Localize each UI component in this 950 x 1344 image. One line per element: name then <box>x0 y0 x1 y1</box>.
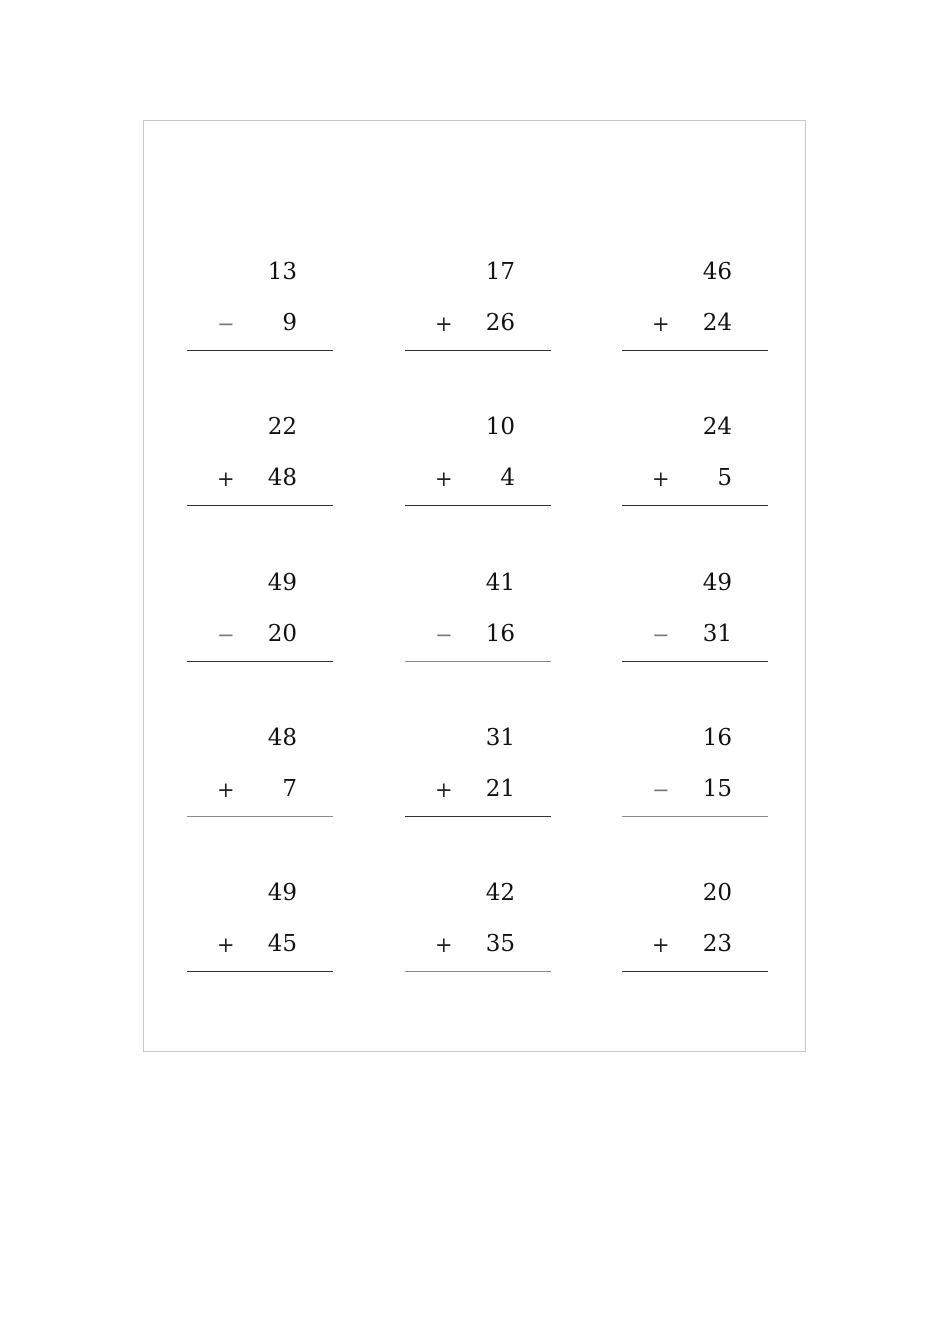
bottom-number: 24 <box>702 310 732 336</box>
problem-1 <box>187 258 333 358</box>
plus-sign: + <box>217 778 235 802</box>
top-number: 20 <box>702 880 732 906</box>
top-number: 46 <box>702 259 732 285</box>
problem-14 <box>405 879 551 979</box>
bottom-number: 7 <box>282 776 297 802</box>
top-number: 49 <box>702 570 732 596</box>
plus-sign: + <box>435 312 453 336</box>
top-number: 49 <box>267 880 297 906</box>
top-number: 41 <box>485 570 515 596</box>
answer-line <box>622 661 768 662</box>
bottom-number: 21 <box>485 776 515 802</box>
answer-line <box>622 505 768 506</box>
bottom-number: 5 <box>717 465 732 491</box>
worksheet-page <box>143 120 806 1052</box>
problem-15 <box>622 879 768 979</box>
plus-sign: + <box>217 467 235 491</box>
problem-12 <box>622 724 768 824</box>
plus-sign: + <box>435 467 453 491</box>
plus-sign: + <box>435 778 453 802</box>
top-number: 42 <box>485 880 515 906</box>
minus-sign: − <box>217 623 235 647</box>
answer-line <box>187 505 333 506</box>
top-number: 31 <box>485 725 515 751</box>
answer-line <box>187 816 333 817</box>
problem-8 <box>405 569 551 669</box>
plus-sign: + <box>652 312 670 336</box>
bottom-number: 23 <box>702 931 732 957</box>
top-number: 24 <box>702 414 732 440</box>
bottom-number: 4 <box>500 465 515 491</box>
minus-sign: − <box>435 623 453 647</box>
minus-sign: − <box>217 312 235 336</box>
plus-sign: + <box>217 933 235 957</box>
top-number: 10 <box>485 414 515 440</box>
problem-9 <box>622 569 768 669</box>
bottom-number: 16 <box>485 621 515 647</box>
plus-sign: + <box>652 933 670 957</box>
answer-line <box>622 816 768 817</box>
bottom-number: 9 <box>282 310 297 336</box>
problem-10 <box>187 724 333 824</box>
problem-3 <box>622 258 768 358</box>
answer-line <box>187 971 333 972</box>
problem-6 <box>622 413 768 513</box>
minus-sign: − <box>652 778 670 802</box>
problem-2 <box>405 258 551 358</box>
answer-line <box>405 505 551 506</box>
problem-5 <box>405 413 551 513</box>
top-number: 17 <box>485 259 515 285</box>
top-number: 48 <box>267 725 297 751</box>
answer-line <box>405 971 551 972</box>
top-number: 49 <box>267 570 297 596</box>
top-number: 16 <box>702 725 732 751</box>
answer-line <box>405 816 551 817</box>
answer-line <box>405 350 551 351</box>
problem-7 <box>187 569 333 669</box>
bottom-number: 45 <box>267 931 297 957</box>
answer-line <box>187 661 333 662</box>
top-number: 22 <box>267 414 297 440</box>
bottom-number: 31 <box>702 621 732 647</box>
minus-sign: − <box>652 623 670 647</box>
bottom-number: 35 <box>485 931 515 957</box>
problem-11 <box>405 724 551 824</box>
plus-sign: + <box>652 467 670 491</box>
problem-13 <box>187 879 333 979</box>
answer-line <box>187 350 333 351</box>
plus-sign: + <box>435 933 453 957</box>
answer-line <box>405 661 551 662</box>
bottom-number: 48 <box>267 465 297 491</box>
answer-line <box>622 971 768 972</box>
bottom-number: 26 <box>485 310 515 336</box>
problem-4 <box>187 413 333 513</box>
answer-line <box>622 350 768 351</box>
bottom-number: 20 <box>267 621 297 647</box>
bottom-number: 15 <box>702 776 732 802</box>
top-number: 13 <box>267 259 297 285</box>
